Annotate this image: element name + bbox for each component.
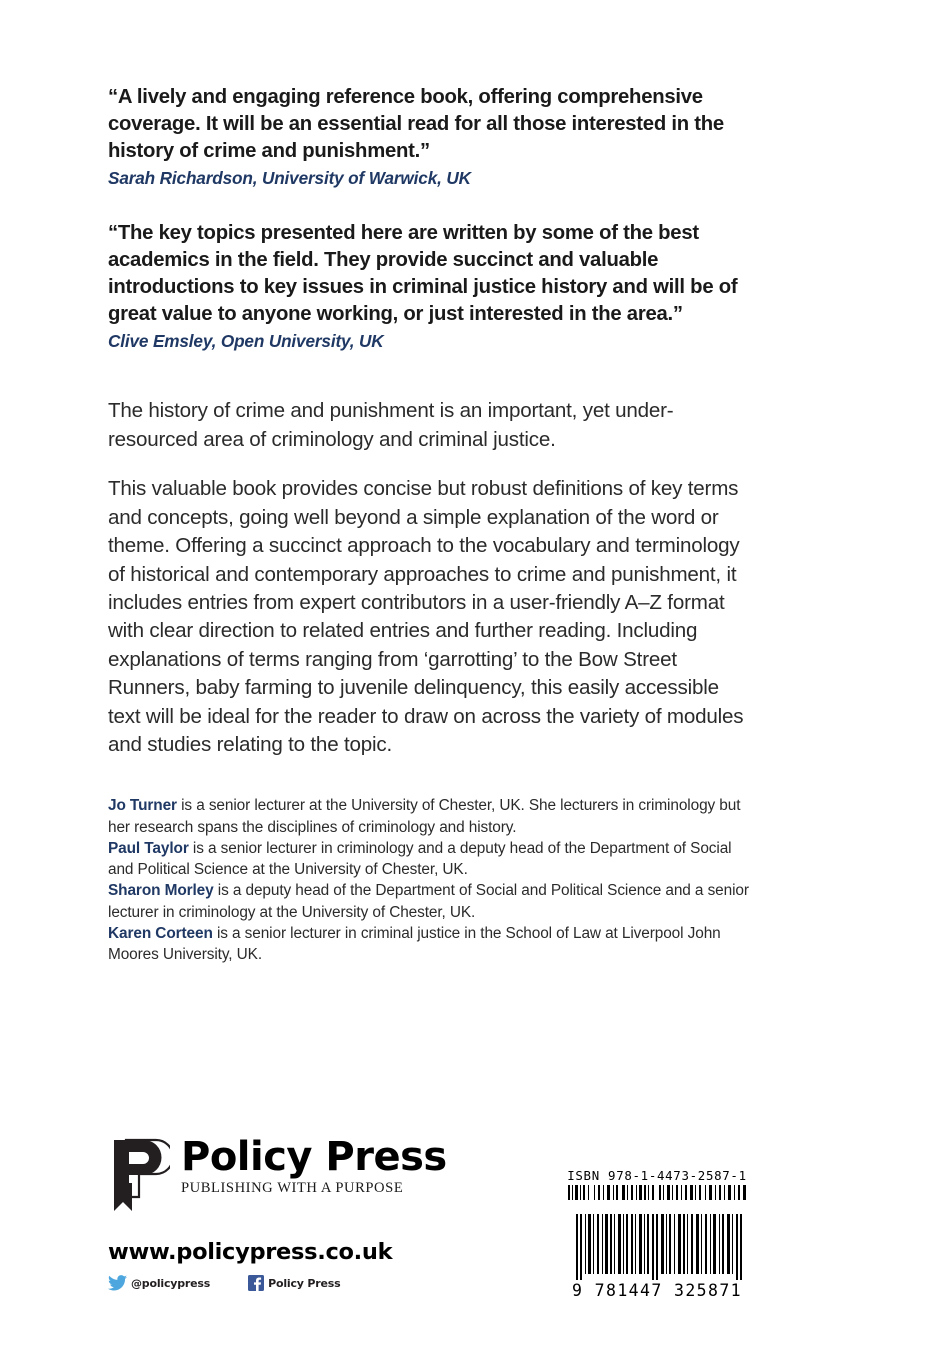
- author-bio-text: is a senior lecturer in criminal justice in the School of Law at Liverpool John Moores University, UK.: [108, 924, 721, 964]
- quote-text: “The key topics presented here are written by some of the best academics in the field. They provide succinct and valuable introductions to key issues in criminal justice history and will be of great value to anyone working, or just interested in the area.”: [108, 221, 738, 325]
- ean13-barcode: [562, 1214, 752, 1280]
- quote-text: “A lively and engaging reference book, offering comprehensive coverage. It will be an essential read for all those interested in the history of crime and punishment.”: [108, 86, 724, 162]
- facebook-f-icon: [248, 1275, 264, 1291]
- author-name: Sharon Morley: [108, 882, 214, 900]
- facebook-handle: Policy Press: [268, 1276, 341, 1290]
- author-bio-text: is a deputy head of the Department of Social and Political Science and a senior lecturer in criminology at the University of Chester, UK.: [108, 882, 749, 921]
- endorsement-quote-1: [108, 84, 756, 192]
- author-biographies: [108, 795, 756, 965]
- social-links: [108, 1275, 340, 1291]
- author-bio-text: is a senior lecturer in criminology and a deputy head of the Department of Social and Political Science at the University of Chester, UK.: [108, 839, 732, 879]
- barcode-block: [562, 1168, 752, 1300]
- endorsement-quote-2: [108, 220, 756, 355]
- publisher-tagline: PUBLISHING WITH A PURPOSE: [181, 1180, 404, 1196]
- author-bio: [108, 880, 756, 923]
- author-bio: [108, 838, 756, 881]
- facebook-link[interactable]: [248, 1275, 340, 1291]
- policy-press-p-bookmark-icon: [108, 1137, 170, 1213]
- author-bio-text: is a senior lecturer at the University of Chester, UK. She lecturers in criminology but her research spans the disciplines of criminology and history.: [108, 797, 741, 836]
- author-name: Karen Corteen: [108, 924, 213, 942]
- author-name: Jo Turner: [108, 797, 177, 815]
- cover-content: [108, 84, 756, 965]
- author-bio: [108, 795, 756, 838]
- twitter-link[interactable]: [108, 1275, 210, 1291]
- twitter-bird-icon: [108, 1275, 127, 1291]
- isbn-label: ISBN 978-1-4473-2587-1: [567, 1168, 747, 1183]
- description-paragraph-2: This valuable book provides concise but robust definitions of key terms and concepts, going well beyond a simple explanation of the word or theme. Offering a succinct approach to the vocabulary and terminology of historical and contemporary approaches to crime and punishment, it includes entries from expert contributors in a user-friendly A–Z format with clear direction to related entries and further reading. Including explanations of terms ranging from ‘garrotting’ to the Bow Street Runners, baby farming to juvenile delinquency, this easily accessible text will be ideal for the reader to draw on across the variety of modules and studies relating to the topic.: [108, 477, 744, 756]
- quote-attribution: Clive Emsley, Open University, UK: [108, 330, 384, 351]
- publisher-block: [108, 1136, 448, 1265]
- publisher-wordmark: [181, 1136, 447, 1197]
- isbn-barcode: [562, 1185, 752, 1200]
- ean13-digits: 9 781447 325871: [571, 1281, 742, 1300]
- author-name: Paul Taylor: [108, 839, 189, 857]
- quote-attribution: Sarah Richardson, University of Warwick, UK: [108, 167, 471, 188]
- publisher-logo: [108, 1136, 448, 1213]
- publisher-name: Policy Press: [181, 1134, 447, 1180]
- book-description: [108, 397, 756, 759]
- twitter-handle: @policypress: [131, 1276, 211, 1290]
- author-bio: [108, 923, 756, 966]
- description-paragraph-1: The history of crime and punishment is an important, yet under-resourced area of criminology and criminal justice.: [108, 399, 674, 451]
- publisher-website[interactable]: www.policypress.co.uk: [108, 1239, 393, 1265]
